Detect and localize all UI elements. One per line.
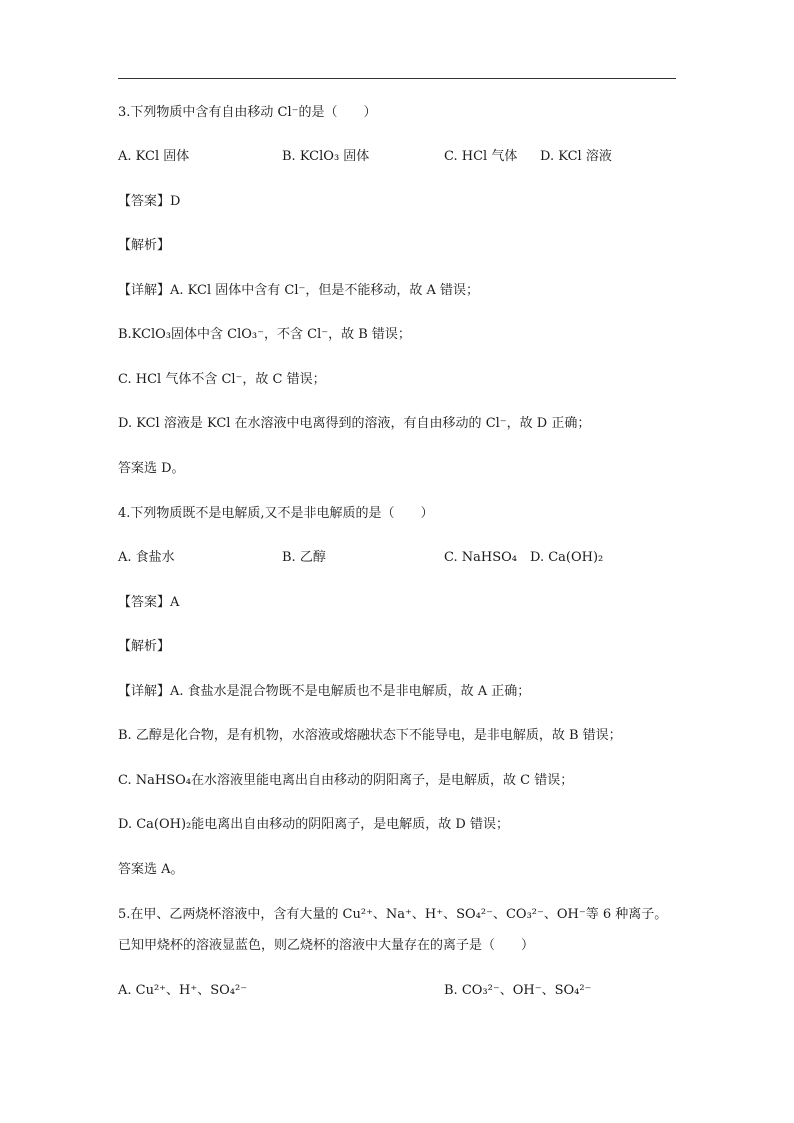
q3-answer: 【答案】D bbox=[118, 194, 181, 209]
q4-option-d: D. Ca(OH)₂ bbox=[530, 550, 604, 565]
q5-stem-line1: 5.在甲、乙两烧杯溶液中，含有大量的 Cu²⁺、Na⁺、H⁺、SO₄²⁻、CO₃²⁻、OH⁻等 6 种离子。 bbox=[118, 907, 668, 922]
q5-option-b: B. CO₃²⁻、OH⁻、SO₄²⁻ bbox=[444, 983, 592, 998]
q3-detail-line: C. HCl 气体不含 Cl⁻，故 C 错误； bbox=[118, 372, 326, 387]
q4-analysis-heading: 【解析】 bbox=[118, 639, 171, 654]
q4-detail-line: 【详解】A. 食盐水是混合物既不是电解质也不是非电解质，故 A 正确； bbox=[118, 684, 531, 699]
q4-stem: 4.下列物质既不是电解质,又不是非电解质的是（ ） bbox=[118, 506, 434, 521]
q4-option-c: C. NaHSO₄ bbox=[444, 550, 517, 565]
q4-option-a: A. 食盐水 bbox=[118, 550, 175, 565]
q3-option-a: A. KCl 固体 bbox=[118, 149, 190, 164]
q4-detail-line: D. Ca(OH)₂能电离出自由移动的阴阳离子，是电解质，故 D 错误； bbox=[118, 817, 509, 832]
q3-detail-line: 【详解】A. KCl 固体中含有 Cl⁻，但是不能移动，故 A 错误； bbox=[118, 283, 480, 298]
q3-detail-line: B.KClO₃固体中含 ClO₃⁻，不含 Cl⁻，故 B 错误； bbox=[118, 327, 411, 342]
q3-analysis-heading: 【解析】 bbox=[118, 238, 171, 253]
q4-detail-line: C. NaHSO₄在水溶液里能电离出自由移动的阴阳离子，是电解质，故 C 错误； bbox=[118, 773, 574, 788]
q4-detail-line: B. 乙醇是化合物，是有机物，水溶液或熔融状态下不能导电，是非电解质，故 B 错误； bbox=[118, 728, 622, 743]
q5-stem-line2: 已知甲烧杯的溶液显蓝色，则乙烧杯的溶液中大量存在的离子是（ ） bbox=[118, 938, 535, 953]
q3-detail-line: D. KCl 溶液是 KCl 在水溶液中电离得到的溶液，有自由移动的 Cl⁻，故 D 正确； bbox=[118, 416, 591, 431]
q3-option-b: B. KClO₃ 固体 bbox=[282, 149, 370, 164]
q4-answer: 【答案】A bbox=[118, 595, 180, 610]
q5-option-a: A. Cu²⁺、H⁺、SO₄²⁻ bbox=[118, 983, 248, 998]
q3-option-c: C. HCl 气体 bbox=[444, 149, 518, 164]
q4-conclusion: 答案选 A。 bbox=[118, 862, 184, 877]
q3-option-d: D. KCl 溶液 bbox=[540, 149, 612, 164]
q4-option-b: B. 乙醇 bbox=[282, 550, 326, 565]
header-rule bbox=[118, 78, 676, 79]
q3-stem: 3.下列物质中含有自由移动 Cl⁻的是（ ） bbox=[118, 105, 377, 120]
q3-conclusion: 答案选 D。 bbox=[118, 461, 185, 476]
